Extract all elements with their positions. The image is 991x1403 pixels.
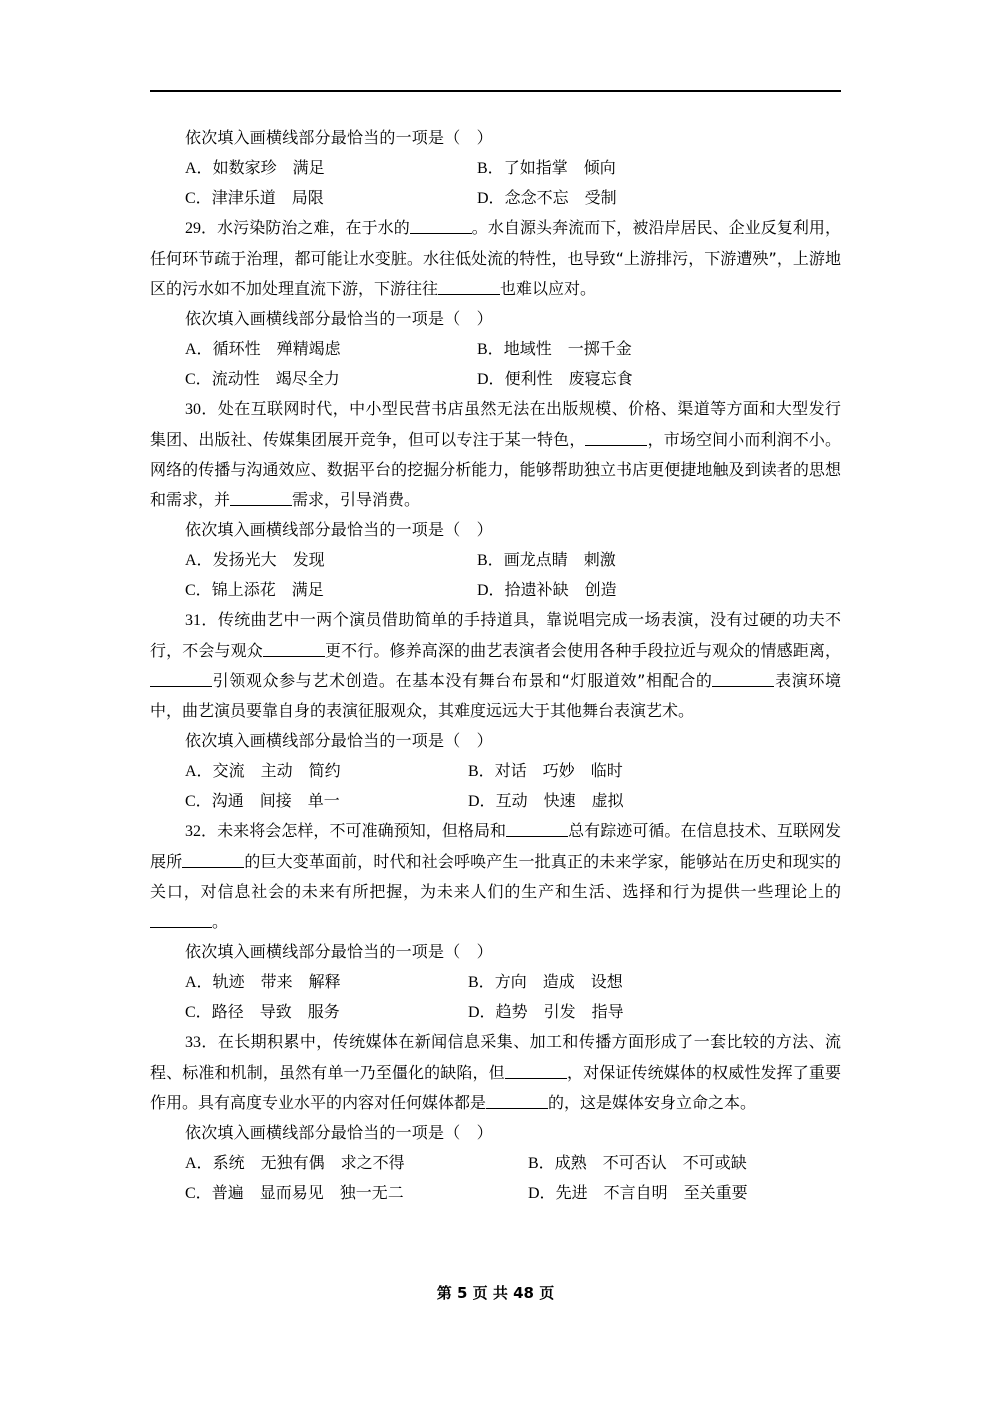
q31-stem: 31．传统曲艺中一两个演员借助简单的手持道具，靠说唱完成一场表演，没有过硬的功夫不行，不会与观众 更不行。修养高深的曲艺表演者会使用各种手段拉近与观众的情感距离，引领观众参与艺术创造。在基本没有舞台布景和“灯服道效”相配合的 表演环境中，曲艺演员要靠自身的表演征服观众，其难度远远大于其他舞台表演艺术。: [150, 610, 841, 720]
q30-option-d: D．拾遗补缺 创造: [477, 580, 617, 599]
q32-options-row-1: [150, 967, 841, 997]
q33-option-b: B．成熟 不可否认 不可或缺: [528, 1153, 747, 1172]
q30-options-row-1: [150, 545, 841, 575]
answer-blank: [410, 217, 472, 234]
q28-option-c: C．津津乐道 局限: [185, 188, 324, 207]
exam-page: [150, 123, 841, 1208]
q28-option-d: D．念念不忘 受制: [477, 188, 617, 207]
answer-blank: [150, 911, 212, 928]
q30-options-row-2: [150, 575, 841, 605]
q32-options-row-2: [150, 997, 841, 1027]
q31-options-row-1: [150, 756, 841, 786]
answer-blank: [263, 640, 325, 657]
q29-option-d: D．便利性 废寝忘食: [477, 369, 633, 388]
answer-blank: [182, 851, 244, 868]
q30-option-b: B．画龙点睛 刺激: [477, 550, 616, 569]
q33-stem: 33．在长期积累中，传统媒体在新闻信息采集、加工和传播方面形成了一套比较的方法、流程、标准和机制，虽然有单一乃至僵化的缺陷，但 ，对保证传统媒体的权威性发挥了重要作用。具有高度专业水平的内容对任何媒体都是 的，这是媒体安身立命之本。: [150, 1032, 841, 1112]
q29-option-c: C．流动性 竭尽全力: [185, 369, 340, 388]
header-rule: [150, 90, 841, 92]
answer-blank: [230, 489, 292, 506]
q33-option-d: D．先进 不言自明 至关重要: [528, 1183, 748, 1202]
answer-blank: [585, 429, 647, 446]
q29-stem: 29．水污染防治之难，在于水的 。水自源头奔流而下，被沿岸居民、企业反复利用，任何环节疏于治理，都可能让水变脏。水往低处流的特性，也导致“上游排污，下游遭殃”，上游地区的污水如不加处理直流下游，下游往往 也难以应对。: [150, 218, 841, 298]
q28-options-row-2: [150, 183, 841, 213]
q32-stem: 32．未来将会怎样，不可准确预知，但格局和 总有踪迹可循。在信息技术、互联网发展所 的巨大变革面前，时代和社会呼唤产生一批真正的未来学家，能够站在历史和现实的关口，对信息社会的未来有所把握，为未来人们的生产和生活、选择和行为提供一些理论上的。: [150, 821, 841, 931]
q33-option-c: C．普遍 显而易见 独一无二: [185, 1183, 404, 1202]
q32-option-a: A．轨迹 带来 解释: [185, 972, 341, 991]
q33-options-row-1: [150, 1148, 841, 1178]
q28-prompt: 依次填入画横线部分最恰当的一项是（ ）: [185, 128, 493, 147]
q28-option-b: B．了如指掌 倾向: [477, 158, 616, 177]
q29-option-b: B．地域性 一掷千金: [477, 339, 632, 358]
q33-prompt: 依次填入画横线部分最恰当的一项是（ ）: [185, 1123, 493, 1142]
q31-option-a: A．交流 主动 简约: [185, 761, 341, 780]
q32-option-d: D．趋势 引发 指导: [468, 1002, 624, 1021]
q32-option-b: B．方向 造成 设想: [468, 972, 623, 991]
q31-option-b: B．对话 巧妙 临时: [468, 761, 623, 780]
q31-option-c: C．沟通 间接 单一: [185, 791, 340, 810]
q30-prompt: 依次填入画横线部分最恰当的一项是（ ）: [185, 520, 493, 539]
answer-blank: [438, 278, 500, 295]
answer-blank: [150, 670, 212, 687]
q29-options-row-1: [150, 334, 841, 364]
q33-options-row-2: [150, 1178, 841, 1208]
answer-blank: [486, 1092, 548, 1109]
q31-options-row-2: [150, 786, 841, 816]
page-footer: 第 5 页 共 48 页: [436, 1284, 555, 1302]
answer-blank: [506, 820, 568, 837]
q30-option-c: C．锦上添花 满足: [185, 580, 324, 599]
q31-option-d: D．互动 快速 虚拟: [468, 791, 624, 810]
q28-options-row-1: [150, 153, 841, 183]
q29-prompt: 依次填入画横线部分最恰当的一项是（ ）: [185, 309, 493, 328]
answer-blank: [712, 670, 774, 687]
q32-option-c: C．路径 导致 服务: [185, 1002, 340, 1021]
q31-prompt: 依次填入画横线部分最恰当的一项是（ ）: [185, 731, 493, 750]
q32-prompt: 依次填入画横线部分最恰当的一项是（ ）: [185, 942, 493, 961]
q28-option-a: A．如数家珍 满足: [185, 158, 325, 177]
q30-stem: 30．处在互联网时代，中小型民营书店虽然无法在出版规模、价格、渠道等方面和大型发行集团、出版社、传媒集团展开竞争，但可以专注于某一特色， ，市场空间小而利润不小。网络的传播与沟通效应、数据平台的挖掘分析能力，能够帮助独立书店更便捷地触及到读者的思想和需求，并 需求，引导消费。: [150, 399, 841, 509]
q29-option-a: A．循环性 殚精竭虑: [185, 339, 341, 358]
q33-option-a: A．系统 无独有偶 求之不得: [185, 1153, 405, 1172]
q29-options-row-2: [150, 364, 841, 394]
q30-option-a: A．发扬光大 发现: [185, 550, 325, 569]
answer-blank: [505, 1062, 567, 1079]
